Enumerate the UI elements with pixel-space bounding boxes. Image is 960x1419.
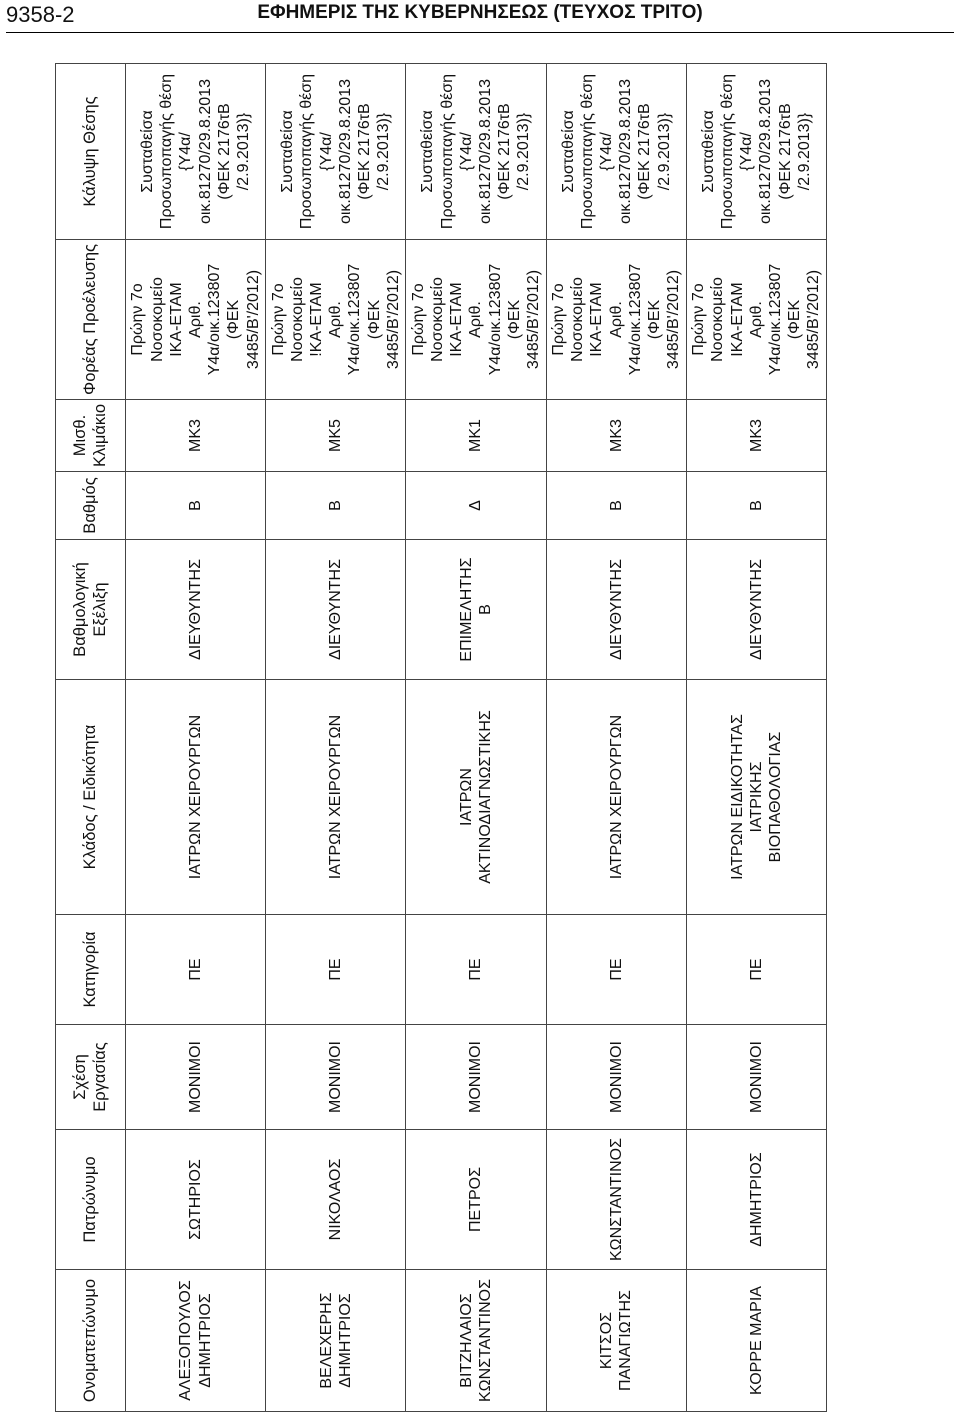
cell-line: !ΚΑ-ΕΤΑΜ: [308, 282, 325, 357]
cell-line: Αριθ.: [607, 301, 625, 338]
cell-line: Προσωποπαγής θέση: [578, 73, 596, 230]
cell-line: ΚΩΝΣΤΑΝΤΙΝΟΣ: [476, 1279, 494, 1402]
column-header: Σχέση Εργασίας: [56, 1025, 126, 1130]
origin-agency-cell: [266, 240, 406, 400]
category-cell: [266, 915, 406, 1025]
cell-line: (ΦΕΚ 2176τΒ /2.9.2013)}: [776, 103, 813, 200]
category-cell: [126, 915, 266, 1025]
employment-relation-cell: [406, 1025, 546, 1130]
employment-relation-cell: [266, 1025, 406, 1130]
specialty-cell: [546, 680, 686, 915]
cell-line: {Υ4α/οικ.81270/29.8.2013: [597, 79, 635, 225]
cell-line: ΜΟΝΙΜΟΙ: [187, 1041, 204, 1113]
category-cell: [406, 915, 546, 1025]
cell-line: 3485/Β'/2012): [384, 269, 402, 370]
grade-cell: [546, 472, 686, 540]
cell-line: Νοσοκομείο: [429, 277, 446, 362]
cell-line: (ΦΕΚ: [786, 299, 804, 340]
column-header: Κάλυψη Θέσης: [56, 64, 126, 240]
cell-line: ΔΙΕΥΘΥΝΤΗΣ: [747, 559, 765, 660]
column-header: Φορέας Προέλευσης: [56, 240, 126, 400]
father-name-cell: [266, 1130, 406, 1270]
column-header: Βαθμός: [56, 472, 126, 540]
full-name-cell: [406, 1270, 546, 1412]
category-cell: [686, 915, 826, 1025]
cell-line: ΠΕ: [467, 958, 485, 981]
cell-line: Νοσοκομείο: [148, 277, 166, 362]
cell-line: Συσταθείσα: [279, 110, 297, 193]
column-header: Μισθ. Κλιμάκιο: [56, 400, 126, 472]
specialty-cell: [266, 680, 406, 915]
column-header: Ονοματεπώνυμο: [56, 1270, 126, 1412]
cell-line: Υ4α/οικ.123807: [626, 263, 644, 376]
cell-line: ΔΗΜΗΤΡΙΟΣ: [747, 1152, 765, 1247]
cell-line: ΜΟΝΙΜΟΙ: [747, 1041, 765, 1113]
cell-line: ΑΚΤΙΝΟΔΙΑΓΝΩΣΤΙΚΗΣ: [476, 710, 494, 884]
father-name-cell: [686, 1130, 826, 1270]
salary-scale-cell: [686, 400, 826, 472]
cell-line: ΣΩΤΗΡΙΟΣ: [187, 1159, 204, 1240]
cell-line: ΜΚ3: [747, 419, 765, 452]
cell-line: ΙΑΤΡΩΝ ΧΕΙΡΟΥΡΓΩΝ: [187, 714, 204, 880]
cell-line: Β: [747, 500, 765, 511]
grade-evolution-cell: [546, 540, 686, 680]
position-coverage-cell: [686, 64, 826, 240]
cell-line: (ΦΕΚ 2176τΒ /2.9.2013)}: [215, 103, 252, 200]
salary-scale-cell: [406, 400, 546, 472]
cell-line: ΙΑΤΡΩΝ ΧΕΙΡΟΥΡΓΩΝ: [327, 714, 345, 880]
cell-line: Υ4α/οικ.123807: [346, 263, 364, 376]
cell-line: Β: [476, 604, 494, 615]
cell-line: ΠΑΝΑΓΙΩΤΗΣ: [617, 1290, 635, 1391]
page-number: 9358-2: [6, 2, 75, 27]
father-name-cell: [406, 1130, 546, 1270]
cell-line: Συσταθείσα: [699, 110, 717, 193]
cell-line: ΝΙΚΟΛΑΟΣ: [327, 1158, 345, 1241]
cell-line: ΚΟΡΡΕ ΜΑΡΙΑ: [747, 1286, 765, 1395]
table-row: [686, 64, 826, 1412]
specialty-cell: [126, 680, 266, 915]
cell-line: ΒΕΛΕΧΕΡΗΣ: [317, 1292, 335, 1389]
cell-line: ΙΑΤΡΩΝ ΕΙΔΙΚΟΤΗΤΑΣ: [728, 714, 746, 880]
origin-agency-cell: [126, 240, 266, 400]
cell-line: ΙΚΑ-ΕΤΑΜ: [167, 282, 185, 357]
cell-line: Προσωποπαγής θέση: [298, 73, 316, 230]
page-header-title: ΕΦΗΜΕΡΙΣ ΤΗΣ ΚΥΒΕΡΝΗΣΕΩΣ (ΤΕΥΧΟΣ ΤΡΙΤΟ): [257, 2, 703, 23]
origin-agency-cell: [546, 240, 686, 400]
cell-line: ΜΟΝΙΜΟΙ: [327, 1041, 345, 1113]
table-row: [406, 64, 546, 1412]
cell-line: ΠΕ: [327, 958, 345, 981]
cell-line: Προσωποπαγής θέση: [719, 73, 736, 230]
cell-line: {Υ4α/οικ.81270/29.8.2013: [177, 79, 214, 225]
cell-line: Νοσοκομείο: [709, 277, 727, 362]
cell-line: ΙΚΑ-ΕΤΑΜ: [728, 282, 746, 357]
cell-line: Πρώην 7ο: [550, 283, 567, 356]
cell-line: 3485/Β'/2012): [524, 269, 542, 370]
cell-line: {Υ4α/οικ.81270/29.8.2013: [457, 79, 494, 225]
cell-line: ΠΕ: [187, 958, 204, 981]
cell-line: ΔΙΕΥΘΥΝΤΗΣ: [187, 559, 204, 660]
origin-agency-cell: [686, 240, 826, 400]
column-header: Κατηγορία: [56, 915, 126, 1025]
cell-line: Αριθ.: [327, 301, 345, 338]
father-name-cell: [126, 1130, 266, 1270]
cell-line: Νοσοκομείο: [288, 277, 306, 362]
cell-line: (ΦΕΚ: [365, 299, 383, 340]
cell-line: ΜΟΝΙΜΟΙ: [607, 1041, 625, 1113]
employment-relation-cell: [546, 1025, 686, 1130]
cell-line: ΙΑΤΡΩΝ ΧΕΙΡΟΥΡΓΩΝ: [607, 714, 625, 880]
table-row: [546, 64, 686, 1412]
cell-line: ΠΕΤΡΟΣ: [467, 1167, 485, 1233]
cell-line: ΚΩΝΣΤΑΝΤΙΝΟΣ: [607, 1138, 625, 1261]
position-coverage-cell: [546, 64, 686, 240]
cell-line: ΜΚ1: [467, 419, 485, 452]
cell-line: Β: [187, 500, 204, 511]
cell-line: Συσταθείσα: [419, 110, 437, 193]
cell-line: ΜΚ5: [327, 419, 345, 452]
full-name-cell: [126, 1270, 266, 1412]
cell-line: ΕΠΙΜΕΛΗΤΗΣ: [457, 557, 475, 662]
staff-table: [55, 63, 827, 1412]
column-header: Πατρώνυμο: [56, 1130, 126, 1270]
cell-line: Προσωποπαγής θέση: [158, 73, 176, 230]
position-coverage-cell: [266, 64, 406, 240]
full-name-cell: [686, 1270, 826, 1412]
cell-line: Πρώην 7ο: [409, 283, 427, 356]
father-name-cell: [546, 1130, 686, 1270]
origin-agency-cell: [406, 240, 546, 400]
full-name-cell: [266, 1270, 406, 1412]
cell-line: ΠΕ: [747, 958, 765, 981]
position-coverage-cell: [126, 64, 266, 240]
cell-line: ΙΑΤΡΙΚΗΣ: [747, 761, 765, 833]
cell-line: (ΦΕΚ 2176τΒ /2.9.2013)}: [636, 103, 673, 200]
salary-scale-cell: [126, 400, 266, 472]
cell-line: {Υ4α/οικ.81270/29.8.2013: [738, 79, 775, 225]
full-name-cell: [546, 1270, 686, 1412]
cell-line: Νοσοκομείο: [569, 277, 587, 362]
grade-cell: [266, 472, 406, 540]
cell-line: Πρώην 7ο: [269, 283, 287, 356]
cell-line: 3485/Β'/2012): [665, 269, 683, 370]
cell-line: (ΦΕΚ: [505, 299, 523, 340]
rotated-table-frame: [55, 64, 827, 1412]
cell-line: Συσταθείσα: [139, 110, 157, 193]
header-divider: [6, 32, 954, 33]
cell-line: (ΦΕΚ 2176τΒ /2.9.2013)}: [355, 103, 393, 200]
grade-evolution-cell: [406, 540, 546, 680]
cell-line: ΒΙΟΠΑΘΟΛΟΓΙΑΣ: [766, 731, 784, 863]
cell-line: ΜΚ3: [607, 419, 625, 452]
cell-line: Υ4α/οικ.123807: [766, 263, 784, 376]
cell-line: ΔΙΕΥΘΥΝΤΗΣ: [327, 559, 345, 660]
cell-line: ΙΑΤΡΩΝ: [457, 768, 475, 826]
cell-line: {Υ4α/οικ.81270/29.8.2013: [317, 79, 354, 225]
specialty-cell: [406, 680, 546, 915]
cell-line: ΜΚ3: [187, 419, 204, 452]
cell-line: ΒΙΤΖΗΛΑΙΟΣ: [457, 1293, 475, 1388]
cell-line: Συσταθείσα: [559, 110, 577, 193]
cell-line: ΔΗΜΗΤΡΙΟΣ: [196, 1293, 214, 1388]
cell-line: (ΦΕΚ: [225, 299, 243, 340]
cell-line: ΜΟΝΙΜΟΙ: [467, 1041, 485, 1113]
cell-line: (ΦΕΚ 2176τΒ /2.9.2013)}: [496, 103, 533, 200]
grade-cell: [406, 472, 546, 540]
cell-line: ΔΗΜΗΤΡΙΟΣ: [336, 1293, 354, 1388]
cell-line: 3485/Β'/2012): [244, 269, 262, 370]
cell-line: ΙΚΑ-ΕΤΑΜ: [448, 282, 466, 357]
table-row: [126, 64, 266, 1412]
cell-line: Δ: [467, 500, 485, 511]
grade-evolution-cell: [686, 540, 826, 680]
cell-line: Πρώην 7ο: [129, 283, 147, 356]
column-header: Κλάδος / Ειδικότητα: [56, 680, 126, 915]
employment-relation-cell: [126, 1025, 266, 1130]
grade-cell: [686, 472, 826, 540]
cell-line: 3485/Β'/2012): [805, 269, 823, 370]
cell-line: Προσωποπαγής θέση: [438, 73, 456, 230]
cell-line: Υ4α/οικ.123807: [206, 263, 224, 376]
cell-line: Β: [607, 500, 625, 511]
grade-cell: [126, 472, 266, 540]
cell-line: Υ4α/οικ.123807: [486, 263, 504, 376]
category-cell: [546, 915, 686, 1025]
cell-line: Πρώην 7ο: [690, 283, 708, 356]
grade-evolution-cell: [126, 540, 266, 680]
table-row: [266, 64, 406, 1412]
cell-line: (ΦΕΚ: [645, 299, 663, 340]
table-header-row: [56, 64, 126, 1412]
cell-line: Αριθ.: [467, 301, 485, 338]
cell-line: ΠΕ: [607, 958, 625, 981]
grade-evolution-cell: [266, 540, 406, 680]
cell-line: Β: [327, 500, 345, 511]
salary-scale-cell: [546, 400, 686, 472]
cell-line: ΚΙΤΣΟΣ: [597, 1311, 615, 1370]
cell-line: Αριθ.: [187, 301, 204, 338]
column-header: Βαθμολογική Εξέλιξη: [56, 540, 126, 680]
cell-line: Αριθ.: [747, 301, 765, 338]
cell-line: ΔΙΕΥΘΥΝΤΗΣ: [607, 559, 625, 660]
employment-relation-cell: [686, 1025, 826, 1130]
cell-line: ΑΛΕΞΟΠΟΥΛΟΣ: [177, 1280, 195, 1401]
position-coverage-cell: [406, 64, 546, 240]
specialty-cell: [686, 680, 826, 915]
salary-scale-cell: [266, 400, 406, 472]
cell-line: ΙΚΑ-ΕΤΑΜ: [588, 282, 606, 357]
